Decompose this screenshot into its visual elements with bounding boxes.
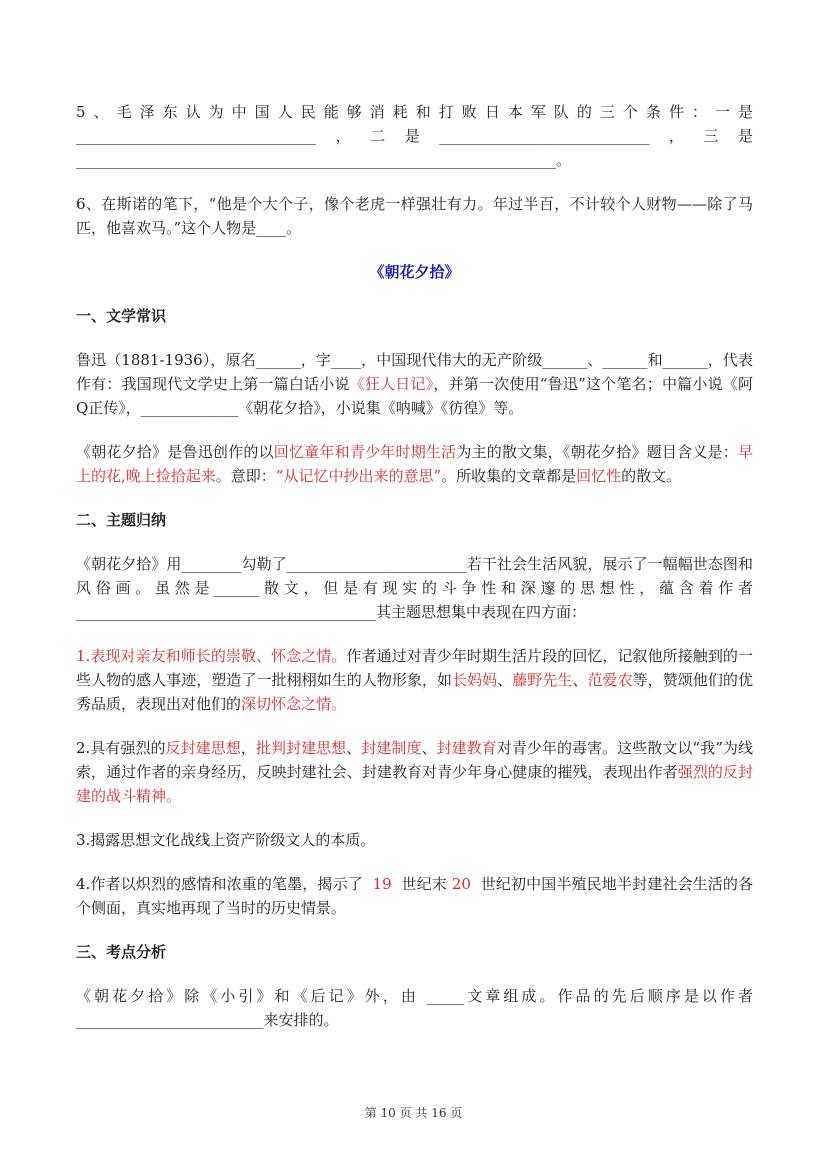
highlighted-answer: 20 <box>451 875 471 893</box>
paragraph <box>76 736 753 808</box>
highlighted-answer: 长妈妈 <box>452 671 498 689</box>
document-page <box>76 100 753 1052</box>
highlighted-answer: 藤野先生 <box>512 671 573 689</box>
text-segment: 世纪初中国半殖民地半封建社会生活的各个侧面，真实地再现了当时的历史情景。 <box>76 875 753 917</box>
text-segment: ，并第一次使用“鲁迅”这个笔名；中篇小说《阿Q正传》，_____________《朝花夕拾》，小说集《呐喊》《彷徨》等。 <box>76 375 753 417</box>
text-segment: 、 <box>572 671 588 689</box>
highlighted-answer: 封建制度 <box>361 739 422 757</box>
text-segment: 《朝花夕拾》是鲁迅创作的以 <box>76 443 274 461</box>
highlighted-answer: 1.表现对亲友和师长的崇敬、怀念之情。 <box>76 647 347 665</box>
page-footer: 第 10 页 共 16 页 <box>364 1106 463 1120</box>
text-segment: 三、考点分析 <box>76 943 167 961</box>
paragraph <box>76 828 753 852</box>
highlighted-answer: 批判封建思想 <box>255 739 347 757</box>
text-segment: 4.作者以炽烈的感情和浓重的笔墨，揭示了 <box>76 875 373 893</box>
text-segment: 的散文。 <box>621 467 682 485</box>
highlighted-answer: 范爱农 <box>587 671 633 689</box>
section-heading <box>76 940 753 964</box>
highlighted-answer: 深切怀念之情。 <box>241 695 347 713</box>
text-segment: ， <box>240 739 256 757</box>
text-segment: 作者通过对青少年时期生活片段的回忆，记叙他所接触到的一些人物的感人事迹，塑造了一批栩栩如生的人物形象，如 <box>76 647 753 689</box>
text-segment: 鲁迅（1881-1936），原名______，字____，中国现代伟大的无产阶级______、______和______，代表作有：我国现代文学史上第一篇白话小说 <box>76 351 753 393</box>
highlighted-answer: 封建教育 <box>436 739 497 757</box>
paragraph <box>76 984 753 1032</box>
text-segment: 为主的散文集，《朝花夕拾》题目含义是： <box>456 443 738 461</box>
text-segment: 、 <box>421 739 437 757</box>
highlighted-answer: 《狂人日记》 <box>349 375 434 393</box>
text-segment: 二、主题归纳 <box>76 511 167 529</box>
text-segment: 6、在斯诺的笔下，“他是个大个子，像个老虎一样强壮有力。年过半百，不计较个人财物——除了马匹，他喜欢马。”这个人物是____。 <box>76 195 753 237</box>
highlighted-answer: 19 <box>372 875 392 893</box>
text-segment: 。意即： <box>215 467 276 485</box>
paragraph <box>76 552 753 624</box>
paragraph <box>76 872 753 920</box>
paragraph <box>76 644 753 716</box>
text-segment: 、 <box>497 671 513 689</box>
text-segment: 《朝花夕拾》用________勾勒了________________________若干社会生活风貌，展示了一幅幅世态图和风俗画。虽然是______散文，但是有现实的斗争性和深邃的思想性，蕴含着作者________________________________________其主题思想集中表现在四方面： <box>76 555 753 621</box>
highlighted-answer: 早上的花,晚上捡拾起来 <box>76 443 753 485</box>
section-heading <box>76 304 753 328</box>
highlighted-answer: 回忆性 <box>576 467 622 485</box>
text-segment: 等，赞颂他们的优秀品质，表现出对他们的 <box>76 671 753 713</box>
paragraph <box>76 440 753 488</box>
text-segment: 5、毛泽东认为中国人民能够消耗和打败日本军队的三个条件：一是________________________________，二是____________________________，三是________________________________________________________________。 <box>76 103 753 169</box>
text-segment: 《朝花夕拾》除《小引》和《后记》外，由 _____文章组成。作品的先后顺序是以作者_________________________来安排的。 <box>76 987 753 1029</box>
text-segment: 。所收集的文章都是 <box>441 467 577 485</box>
paragraph <box>76 348 753 420</box>
paragraph <box>76 100 753 172</box>
text-segment: 、 <box>346 739 362 757</box>
text-segment: 世纪末 <box>391 875 452 893</box>
text-segment: 《朝花夕拾》 <box>369 263 460 281</box>
text-segment: 对青少年的毒害。这些散文以“我”为线索，通过作者的亲身经历，反映封建社会、封建教育对青少年身心健康的摧残，表现出作者 <box>76 739 753 781</box>
paragraph <box>76 192 753 240</box>
highlighted-answer: “从记忆中抄出来的意思” <box>275 467 442 485</box>
highlighted-answer: 回忆童年和青少年时期生活 <box>273 443 457 461</box>
section-heading <box>76 508 753 532</box>
highlighted-answer: 强烈的反封建的战斗精神。 <box>76 763 753 805</box>
highlighted-answer: 反封建思想 <box>165 739 241 757</box>
book-title <box>76 260 753 284</box>
text-segment: 3.揭露思想文化战线上资产阶级文人的本质。 <box>76 831 376 849</box>
text-segment: 2.具有强烈的 <box>76 739 166 757</box>
text-segment: 一、文学常识 <box>76 307 167 325</box>
